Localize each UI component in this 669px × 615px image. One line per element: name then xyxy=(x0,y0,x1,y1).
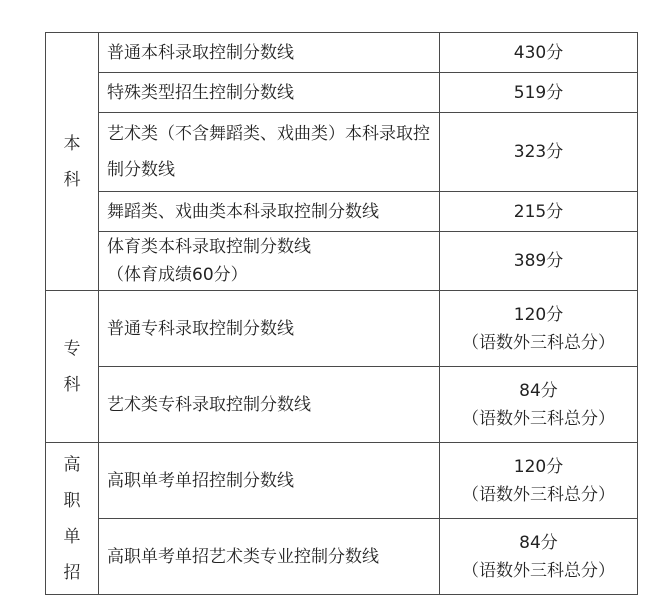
line-name: 体育类本科录取控制分数线 xyxy=(107,237,311,257)
line-name: 特殊类型招生控制分数线 xyxy=(99,73,440,113)
category-char: 职 xyxy=(63,490,81,511)
line-name-note: （体育成绩60分） xyxy=(107,265,248,285)
category-char: 本 xyxy=(63,133,81,154)
admission-score-table xyxy=(45,32,638,595)
table-row xyxy=(46,367,638,443)
score-cell xyxy=(440,443,638,519)
score-note: （语数外三科总分） xyxy=(462,332,615,353)
score-cell xyxy=(440,519,638,595)
score-note: （语数外三科总分） xyxy=(462,560,615,581)
line-name: 艺术类（不含舞蹈类、戏曲类）本科录取控制分数线 xyxy=(99,113,440,192)
category-char: 科 xyxy=(63,374,81,395)
score-value: 120分 xyxy=(513,304,564,325)
table-row xyxy=(46,192,638,232)
table-row xyxy=(46,443,638,519)
category-cell-undergraduate xyxy=(46,33,99,291)
category-cell-junior-college xyxy=(46,291,99,443)
table-row xyxy=(46,232,638,291)
score-cell xyxy=(440,291,638,367)
category-char: 招 xyxy=(63,562,81,583)
line-name: 普通专科录取控制分数线 xyxy=(99,291,440,367)
score-note: （语数外三科总分） xyxy=(462,484,615,505)
score-note: （语数外三科总分） xyxy=(462,408,615,429)
score-value: 430分 xyxy=(440,33,638,73)
line-name: 高职单考单招艺术类专业控制分数线 xyxy=(99,519,440,595)
score-value: 215分 xyxy=(440,192,638,232)
score-value: 389分 xyxy=(440,232,638,291)
line-name: 普通本科录取控制分数线 xyxy=(99,33,440,73)
score-value: 120分 xyxy=(513,456,564,477)
category-char: 单 xyxy=(63,526,81,547)
line-name: 艺术类专科录取控制分数线 xyxy=(99,367,440,443)
line-name-cell xyxy=(99,232,440,291)
category-char: 科 xyxy=(63,169,81,190)
score-value: 84分 xyxy=(519,380,558,401)
line-name: 高职单考单招控制分数线 xyxy=(99,443,440,519)
table-row xyxy=(46,33,638,73)
category-cell-vocational-single-exam xyxy=(46,443,99,595)
table-row xyxy=(46,73,638,113)
score-cell xyxy=(440,367,638,443)
score-value: 84分 xyxy=(519,532,558,553)
category-char: 专 xyxy=(63,338,81,359)
table-row xyxy=(46,519,638,595)
score-value: 519分 xyxy=(440,73,638,113)
category-char: 高 xyxy=(63,454,81,475)
table-row xyxy=(46,291,638,367)
table-row xyxy=(46,113,638,192)
score-value: 323分 xyxy=(440,113,638,192)
line-name: 舞蹈类、戏曲类本科录取控制分数线 xyxy=(99,192,440,232)
